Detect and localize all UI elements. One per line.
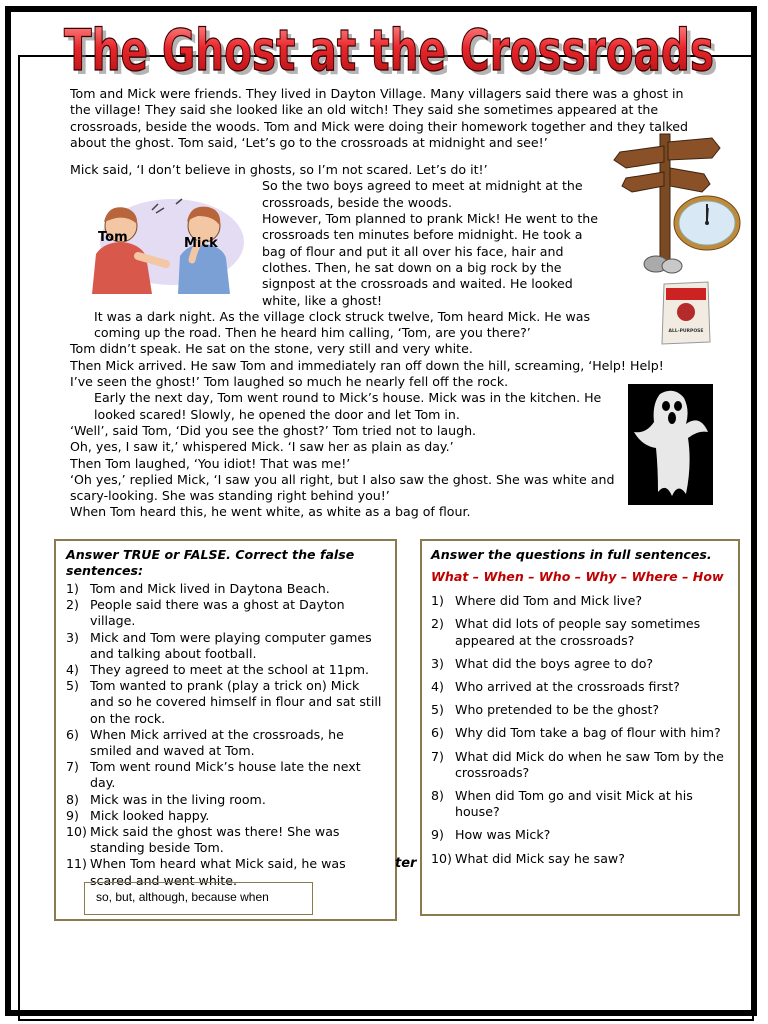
story-paragraph: Tom and Mick were friends. They lived in Dayton Village. Many villagers said there was a ghost in the village! They said she looked like an old witch! They said she sometimes appeared at the crossroads, beside the woods. Tom and Mick were doing their homework together and they talked about the ghost. Tom said, ‘Let’s go to the crossroads at midnight and see!’: [70, 86, 689, 150]
item-text: Tom and Mick lived in Daytona Beach.: [90, 581, 330, 596]
story-paragraph: Then Tom laughed, ‘You idiot! That was me!’: [70, 455, 351, 471]
item-number: 10): [431, 850, 452, 866]
item-number: 4): [431, 679, 444, 695]
item-text: When Tom heard what Mick said, he was scared and went white.: [90, 856, 346, 888]
item-number: 5): [431, 702, 444, 718]
flour-label: ALL-PURPOSE: [668, 329, 704, 334]
item-text: Mick looked happy.: [90, 807, 210, 823]
item-text: Mick was in the living room.: [90, 791, 266, 807]
item-text: Tom wanted to prank (play a trick on) Mick and so he covered himself in flour and sat still on the rock.: [90, 678, 382, 726]
story-paragraph: However, Tom planned to prank Mick! He went to the crossroads ten minutes before midnight. He took a bag of flour and put it all over his face, hair and clothes. Then, he sat down on a big rock by the signpost at the crossroads and waited. He looked white, like a ghost!: [262, 211, 599, 308]
story-paragraph: ‘Oh yes,’ replied Mick, ‘I saw you all right, but I also saw the ghost. She was white and scary-looking. She was standing right behind you!’: [70, 471, 615, 504]
item-number: 9): [66, 807, 79, 823]
item-number: 8): [431, 788, 444, 804]
question-item: [431, 702, 730, 718]
story-paragraph: Tom didn’t speak. He sat on the stone, very still and very white.: [70, 341, 473, 357]
story-paragraph: Then Mick arrived. He saw Tom and immediately ran off down the hill, screaming, ‘Help! Help! I’ve seen the ghost!’ Tom laughed so much he nearly fell off the rock.: [70, 357, 664, 390]
item-number: 6): [66, 726, 79, 742]
item-text: Tom went round Mick’s house late the next day.: [90, 759, 361, 791]
item-text: Mick said the ghost was there! She was standing beside Tom.: [90, 824, 340, 856]
question-item: [431, 827, 730, 843]
item-number: 4): [66, 662, 79, 678]
item-text: How was Mick?: [455, 827, 551, 843]
conjunctions-box: so, but, although, because when: [84, 882, 313, 915]
item-text: What did Mick do when he saw Tom by the crossroads?: [455, 748, 724, 780]
item-number: 2): [66, 597, 79, 613]
statement-item: [66, 597, 387, 629]
item-text: People said there was a ghost at Dayton village.: [90, 597, 345, 629]
statement-item: [66, 662, 387, 678]
story-paragraph: ‘Well’, said Tom, ‘Did you see the ghost?’ Tom tried not to laugh.: [70, 422, 477, 438]
ghost-picture: [628, 384, 713, 505]
question-item: [431, 593, 730, 609]
item-number: 3): [431, 655, 444, 671]
true-false-list: [66, 581, 387, 889]
item-text: Why did Tom take a bag of flour with him?: [455, 725, 721, 741]
title-text: The Ghost at the Crossroads: [64, 18, 714, 78]
item-number: 8): [66, 791, 79, 807]
statement-item: [66, 792, 387, 808]
statement-item: [66, 824, 387, 856]
true-false-heading: Answer TRUE or FALSE. Correct the false sentences:: [66, 547, 355, 578]
flour-bag-icon: [660, 280, 712, 346]
item-number: 11): [66, 856, 87, 872]
item-number: 5): [66, 678, 79, 694]
item-number: 2): [431, 616, 444, 632]
statement-item: [66, 759, 387, 791]
story-paragraph: When Tom heard this, he went white, as white as a bag of flour.: [70, 504, 471, 520]
wh-words: What – When – Who – Why – Where – How: [431, 569, 724, 584]
story-paragraph: Mick said, ‘I don’t believe in ghosts, so I’m not scared. Let’s do it!’: [70, 162, 488, 178]
item-number: 7): [431, 748, 444, 764]
item-text: Where did Tom and Mick live?: [455, 593, 643, 609]
questions-exercise: [420, 539, 740, 916]
item-text: What did the boys agree to do?: [455, 655, 654, 671]
worksheet-title: [0, 8, 768, 78]
item-text: What did lots of people say sometimes appeared at the crossroads?: [455, 616, 701, 648]
question-item: [431, 679, 730, 695]
story-paragraph: It was a dark night. As the village clock struck twelve, Tom heard Mick. He was coming up the road. Then he heard him calling, ‘Tom, are you there?’: [94, 308, 591, 341]
question-item: [431, 725, 730, 741]
item-text: Who pretended to be the ghost?: [455, 702, 660, 718]
clock-icon: [672, 194, 742, 252]
true-false-exercise: [54, 539, 397, 921]
hidden-text-fragment: ter: [395, 856, 417, 871]
statement-item: [66, 727, 387, 759]
story-paragraph: Oh, yes, I saw it,’ whispered Mick. ‘I saw her as plain as day.’: [70, 439, 454, 455]
questions-list: [431, 593, 730, 867]
item-number: 7): [66, 759, 79, 775]
questions-heading: Answer the questions in full sentences.: [431, 547, 712, 562]
statement-item: [66, 678, 387, 727]
statement-item: [66, 581, 387, 597]
item-text: When did Tom go and visit Mick at his house?: [455, 788, 693, 820]
question-item: [431, 788, 730, 820]
svg-text:The Ghost at the Crossroads: The Ghost at the Crossroads: [68, 22, 718, 78]
item-number: 1): [431, 593, 444, 609]
question-item: [431, 656, 730, 672]
item-text: Mick and Tom were playing computer games and talking about football.: [90, 629, 372, 661]
item-number: 1): [66, 581, 79, 596]
story-paragraph: So the two boys agreed to meet at midnight at the crossroads, beside the woods.: [262, 178, 583, 210]
two-boys-picture: [80, 198, 250, 294]
story-paragraph: Early the next day, Tom went round to Mick’s house. Mick was in the kitchen. He looked scared! Slowly, he opened the door and let Tom in.: [94, 390, 602, 422]
statement-item: [66, 630, 387, 662]
statement-item: [66, 808, 387, 824]
item-text: When Mick arrived at the crossroads, he smiled and waved at Tom.: [90, 726, 344, 759]
item-number: 9): [431, 827, 444, 843]
mick-label: Mick: [184, 236, 218, 251]
item-text: What did Mick say he saw?: [455, 850, 625, 866]
item-text: They agreed to meet at the school at 11pm.: [90, 662, 369, 678]
question-item: [431, 616, 730, 648]
question-item: [431, 749, 730, 781]
item-number: 10): [66, 824, 87, 840]
item-text: Who arrived at the crossroads first?: [455, 679, 680, 695]
item-number: 6): [431, 725, 444, 741]
tom-label: Tom: [98, 230, 128, 245]
item-number: 3): [66, 629, 79, 645]
question-item: [431, 851, 730, 867]
